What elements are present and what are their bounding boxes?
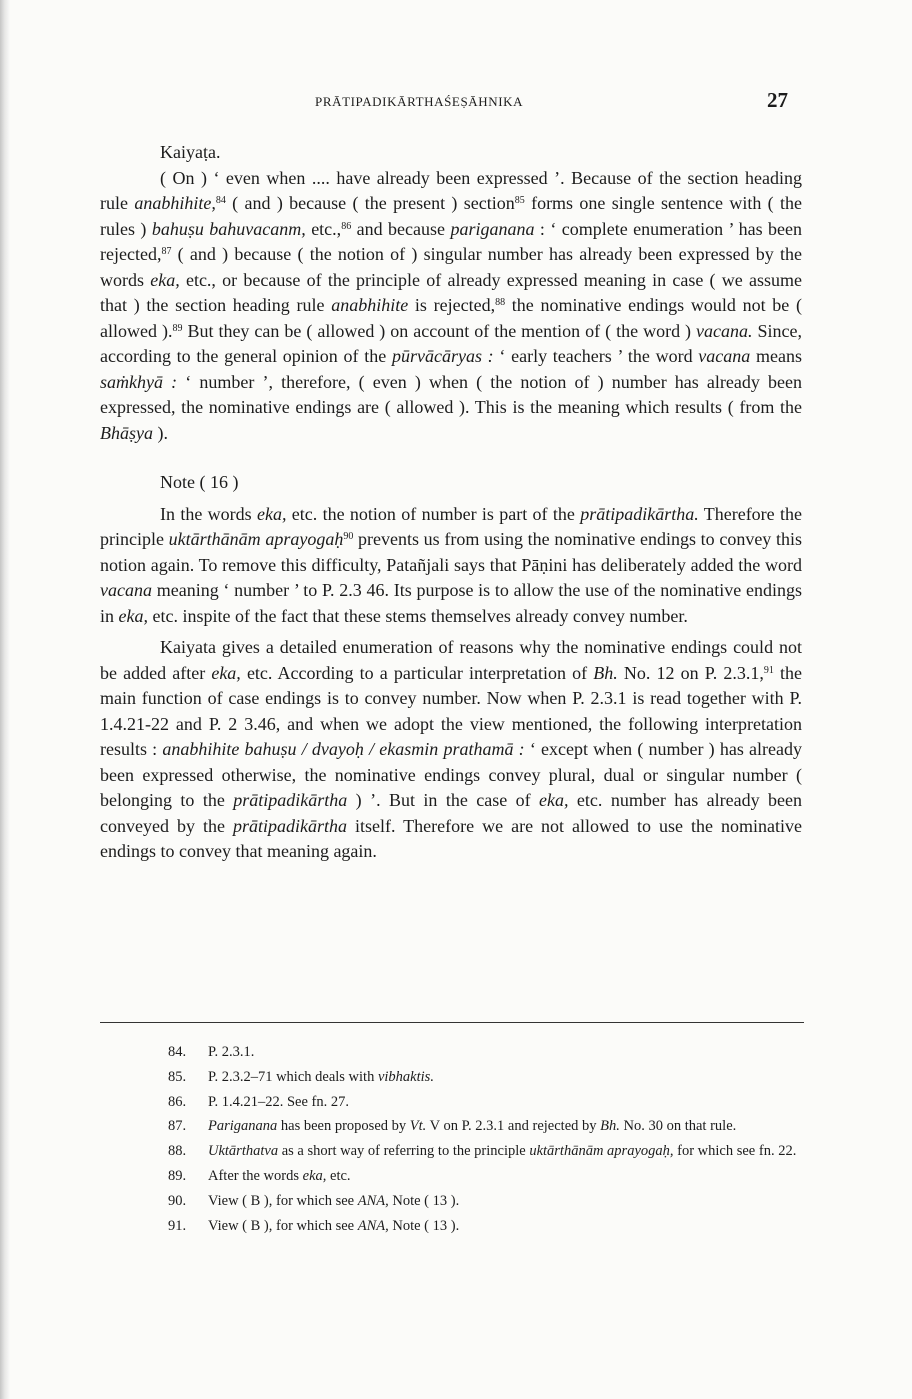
footnote-87: 87. Pariganana has been proposed by Vt. V on P. 2.3.1 and rejected by Bh. No. 30 on that rule. xyxy=(168,1118,737,1135)
footnote-ref: 87 xyxy=(161,246,172,257)
footnotes xyxy=(100,1040,804,1238)
main-text xyxy=(100,140,802,865)
footnote-ref: 86 xyxy=(341,220,352,232)
footnote-ref: 88 xyxy=(495,297,506,308)
page-number: 27 xyxy=(767,88,788,112)
section-heading-note-16: Note ( 16 ) xyxy=(160,472,239,492)
footnote-85: 85. P. 2.3.2–71 which deals with vibhaktis. xyxy=(168,1068,434,1085)
paragraph-3: Kaiyata gives a detailed enumeration of reasons why the nominative endings could not be added after eka, etc. According to a particular interpretation of Bh. No. 12 on P. 2.3.1,91 the main function of case endings is to convey number. Now when P. 2.3.1 is read together with P. 1.4.21-22 and P. 2 3.46, and when we adopt the view mentioned, the following interpretation results : anabhihite bahuṣu / dvayoḥ / ekasmin prathamā : ‘ except when ( number ) has already been expressed otherwise, the nominative endings convey plural, dual or singular number ( belonging to the prātipadikārtha ) ’. But in the case of eka, etc. number has already been conveyed by the prātipadikārtha itself. Therefore we are not allowed to use the nominative endings to convey that meaning again. xyxy=(100,637,803,861)
footnote-90: 90. View ( B ), for which see ANA, Note ( 13 ). xyxy=(168,1192,460,1209)
footnote-ref: 85 xyxy=(514,195,525,206)
footnote-84: 84. P. 2.3.1. xyxy=(168,1044,255,1060)
footnote-ref: 91 xyxy=(763,664,774,676)
page-scan-edge xyxy=(0,0,10,1399)
paragraph-lead: Kaiyaṭa. xyxy=(160,142,221,162)
footnote-ref: 90 xyxy=(343,531,354,542)
footnote-88: 88. Uktārthatva as a short way of referring to the principle uktārthānām aprayogaḥ, for which see fn. 22. xyxy=(168,1143,797,1160)
running-head: PRĀTIPADIKĀRTHAŚEṢĀHNIKA xyxy=(315,94,524,109)
footnote-89: 89. After the words eka, etc. xyxy=(168,1167,351,1184)
paragraph-2: In the words eka, etc. the notion of number is part of the prātipadikārtha. Therefore the principle uktārthānām aprayogaḥ$^{90}$ prevents us from using the nominative endings to convey this notion again. To remove this difficulty, Patañjali says that Pāṇini has deliberately added the word vacana meaning ‘ number ’ to P. 2.3 46. Its purpose is to allow the use of the nominative endings in eka, etc. inspite of the fact that these stems themselves already convey number. xyxy=(100,503,802,626)
footnote-ref: 89 xyxy=(172,322,183,334)
paragraph-1: ( On ) ‘ even when .... have already been expressed ’. Because of the section heading rule anabhihite,$^{84}$ ( and ) because ( the present ) section$^{85}$ forms one single sentence with ( the rules ) bahuṣu bahuvacanm, etc.,$^{86}$ and because pariganana : ‘ complete enumeration ’ has been rejected,$^{87}$ ( and ) because ( the notion of ) singular number has already been expressed by the words eka, etc., or because of the principle of already expressed meaning in case ( we assume that ) the section heading rule anabhihite is rejected,$^{88}$ the nominative endings would not be ( allowed ).$^{89}$ But they can be ( allowed ) on account of the mention of ( the word ) vacana. Since, according to the general opinion of the pūrvācāryas : ‘ early teachers ’ the word vacana means saṁkhyā : ‘ number ’, therefore, ( even ) when ( the notion of ) number has already been expressed, the nominative endings are ( allowed ). This is the meaning which results ( from the Bhāṣya ). xyxy=(100,167,803,443)
footnote-divider xyxy=(100,1022,804,1023)
page-header xyxy=(100,90,800,112)
footnote-ref: 84 xyxy=(215,195,226,206)
footnote-91: 91. View ( B ), for which see ANA, Note ( 13 ). xyxy=(168,1217,460,1234)
footnote-86: 86. P. 1.4.21–22. See fn. 27. xyxy=(168,1093,349,1110)
